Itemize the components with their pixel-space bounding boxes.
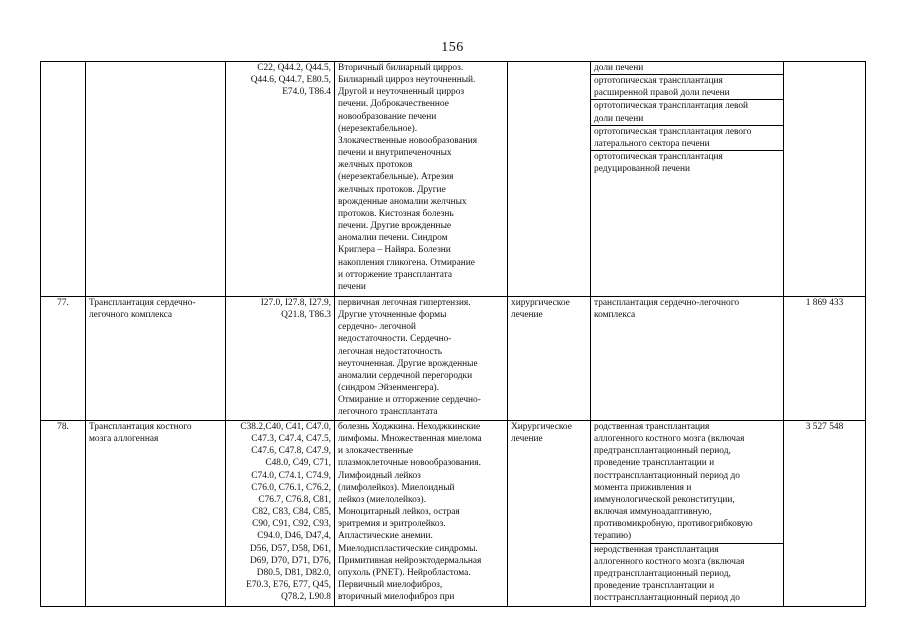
condition-line: (нерезектабельное). [338, 123, 418, 134]
treatment-type-cell [508, 421, 591, 607]
treatment-methods-cell [591, 421, 784, 607]
method-line: ортотопическая трансплантация левого [594, 126, 752, 137]
icd-code-line: C82, C83, C84, C85, [252, 507, 331, 518]
condition-line: болезнь Ходжкина. Неходжкинские [338, 422, 481, 432]
care-type-cell [86, 421, 226, 607]
table-row [41, 421, 866, 607]
method-line: момента приживления и [594, 482, 692, 493]
condition-line: лейкоз (миелолейкоз). [338, 494, 426, 505]
method-line: редуцированной печени [594, 164, 690, 175]
condition-line: аномалии печени. Синдром [338, 233, 448, 244]
method-line: иммунологической реконституции, [594, 494, 735, 505]
treatment-methods-cell [591, 62, 784, 297]
condition-line: аномалии сердечной перегородки [338, 370, 473, 381]
condition-line: Моноцитарный лейкоз, острая [338, 507, 460, 518]
condition-line: протоков. Кистозная болезнь [338, 208, 454, 219]
treatment-method [591, 126, 783, 151]
icd-code-line: C38.2,C40, C41, C47.0, [240, 422, 331, 432]
table-row [41, 62, 866, 297]
icd-code-line: C94.0, D46, D47,4, [257, 531, 331, 542]
icd-code-line: I27.0, I27.8, I27.9, [260, 298, 331, 308]
method-line: расширенной правой доли печени [594, 88, 730, 99]
icd-code-line: D69, D70, D71, D76, [250, 555, 331, 566]
icd-code-line: C76.0, C76.1, C76.2, [251, 482, 331, 493]
condition-line: Лимфоидный лейкоз [338, 470, 421, 481]
condition-line: Первичный миелофиброз, [338, 580, 443, 591]
condition-line: Другой и неуточненный цирроз [338, 87, 465, 98]
treatment-type-line: лечение [511, 434, 543, 445]
method-line: комплекса [594, 310, 636, 321]
page-number: 156 [441, 40, 464, 55]
condition-line: недостаточности. Сердечно- [338, 334, 452, 345]
treatment-method [591, 75, 783, 100]
cost-cell: 1 869 433 [784, 297, 866, 421]
icd-code-line: Q44.6, Q44.7, E80.5, [250, 75, 331, 86]
method-line: ортотопическая трансплантация [594, 76, 723, 87]
condition-line: неуточненная. Другие врожденные [338, 358, 478, 369]
icd-code-line: C47.6, C47.8, C47.9, [251, 446, 331, 457]
table-row [41, 297, 866, 421]
icd-code-line: E70.3, E76, E77, Q45, [246, 580, 331, 591]
condition-line: накопления гликогена. Отмирание [338, 257, 475, 268]
care-type-cell [86, 297, 226, 421]
condition-line: эритремия и эритролейкоз. [338, 519, 446, 530]
treatment-method [591, 421, 783, 544]
condition-line: вторичный миелофиброз при [338, 592, 455, 603]
icd-code-line: Q78.2, L90.8 [281, 592, 331, 603]
condition-line: и отторжение трансплантата [338, 269, 453, 280]
condition-line: врожденные аномалии желчных [338, 196, 467, 207]
method-line: латерального сектора печени [594, 138, 710, 149]
condition-line: лимфомы. Множественная миелома [338, 434, 482, 445]
condition-line: Другие уточненные формы [338, 310, 447, 321]
condition-line: (нерезектабельные). Атрезия [338, 172, 454, 183]
method-line: терапию) [594, 531, 632, 542]
method-line: ортотопическая трансплантация [594, 152, 723, 163]
method-line: аллогенного костного мозга (включая [594, 556, 745, 567]
condition-line: и злокачественные [338, 446, 414, 457]
treatment-type-line: лечение [511, 310, 543, 321]
icd-code-line: D80.5, D81, D82.0, [256, 567, 331, 578]
condition-line: Апластические анемии. [338, 531, 433, 542]
cost-cell [784, 62, 866, 297]
method-line: противомикробную, противогрибковую [594, 519, 753, 530]
condition-line: Вторичный билиарный цирроз. [338, 63, 464, 73]
method-line: ортотопическая трансплантация левой [594, 101, 749, 112]
condition-line: (синдром Эйзенменгера). [338, 383, 439, 394]
method-line: доли печени [594, 113, 644, 124]
treatment-type-line: Хирургическое [511, 422, 572, 432]
conditions-cell [335, 421, 508, 607]
condition-line: плазмоклеточные новообразования. [338, 458, 481, 469]
treatment-methods-cell [591, 297, 784, 421]
icd-code-line: C22, Q44.2, Q44.5, [257, 63, 331, 73]
care-type-line: легочного комплекса [89, 310, 173, 321]
method-line: неродственная трансплантация [594, 544, 719, 555]
treatment-method [591, 151, 783, 175]
method-line: аллогенного костного мозга (включая [594, 434, 745, 445]
icd-code-line: C74.0, C74.1, C74.9, [251, 470, 331, 481]
conditions-cell [335, 297, 508, 421]
condition-line: Криглера – Найяра. Болезни [338, 245, 451, 256]
cost-cell: 3 527 548 [784, 421, 866, 607]
icd-codes-cell [226, 62, 335, 297]
condition-line: (лимфолейкоз). Миелоидный [338, 482, 455, 493]
care-type-line: Трансплантация костного [89, 422, 192, 432]
row-number-cell: 77. [41, 297, 86, 421]
icd-code-line: E74.0, T86.4 [282, 87, 331, 98]
condition-line: Отмирание и отторжение сердечно- [338, 395, 481, 406]
condition-line: Билиарный цирроз неуточненный. [338, 75, 476, 86]
icd-codes-cell [226, 421, 335, 607]
condition-line: Злокачественные новообразования [338, 135, 478, 146]
icd-code-line: C90, C91, C92, C93, [252, 519, 331, 530]
method-line: посттрансплантационный период до [594, 470, 740, 481]
condition-line: печени. Другие врожденные [338, 221, 452, 232]
condition-line: Примитивная нейроэктодермальная [338, 555, 482, 566]
condition-line: легочного трансплантата [338, 407, 438, 418]
icd-code-line: C47.3, C47.4, C47.5, [251, 434, 331, 445]
care-type-line: мозга аллогенная [89, 434, 159, 445]
condition-line: Миелодиспластические синдромы. [338, 543, 478, 554]
condition-line: печени [338, 281, 366, 292]
condition-line: легочная недостаточность [338, 346, 443, 357]
method-line: трансплантация сердечно-легочного [594, 298, 740, 308]
icd-code-line: C76.7, C76.8, C81, [258, 494, 331, 505]
method-line: включая иммуноадаптивную, [594, 507, 712, 518]
method-line: проведение трансплантации и [594, 458, 715, 469]
condition-line: печени и внутрипеченочных [338, 148, 452, 159]
icd-codes-cell [226, 297, 335, 421]
care-type-cell [86, 62, 226, 297]
condition-line: новообразование печени [338, 111, 437, 122]
icd-code-line: Q21.8, T86.3 [281, 310, 331, 321]
treatment-type-line: хирургическое [511, 298, 570, 308]
row-number-cell [41, 62, 86, 297]
method-line: проведение трансплантации и [594, 581, 715, 592]
treatment-type-cell [508, 62, 591, 297]
method-line: доли печени [594, 63, 644, 73]
medical-care-table [40, 61, 866, 607]
treatment-type-cell [508, 297, 591, 421]
icd-code-line: D56, D57, D58, D61, [250, 543, 331, 554]
method-line: предтрансплантационный период, [594, 446, 731, 457]
treatment-method [591, 62, 783, 75]
condition-line: опухоль (PNET). Нейробластома. [338, 567, 471, 578]
method-line: предтрансплантационный период, [594, 568, 731, 579]
condition-line: первичная легочная гипертензия. [338, 298, 471, 308]
method-line: родственная трансплантация [594, 422, 710, 432]
icd-code-line: C48.0, C49, C71, [265, 458, 331, 469]
care-type-line: Трансплантация сердечно- [89, 298, 196, 308]
treatment-method [591, 544, 783, 605]
conditions-cell [335, 62, 508, 297]
treatment-method [591, 100, 783, 125]
condition-line: желчных протоков [338, 160, 413, 171]
condition-line: сердечно- легочной [338, 322, 416, 333]
condition-line: желчных протоков. Другие [338, 184, 446, 195]
method-line: посттрансплантационный период до [594, 593, 740, 604]
row-number-cell: 78. [41, 421, 86, 607]
condition-line: печени. Доброкачественное [338, 99, 449, 110]
